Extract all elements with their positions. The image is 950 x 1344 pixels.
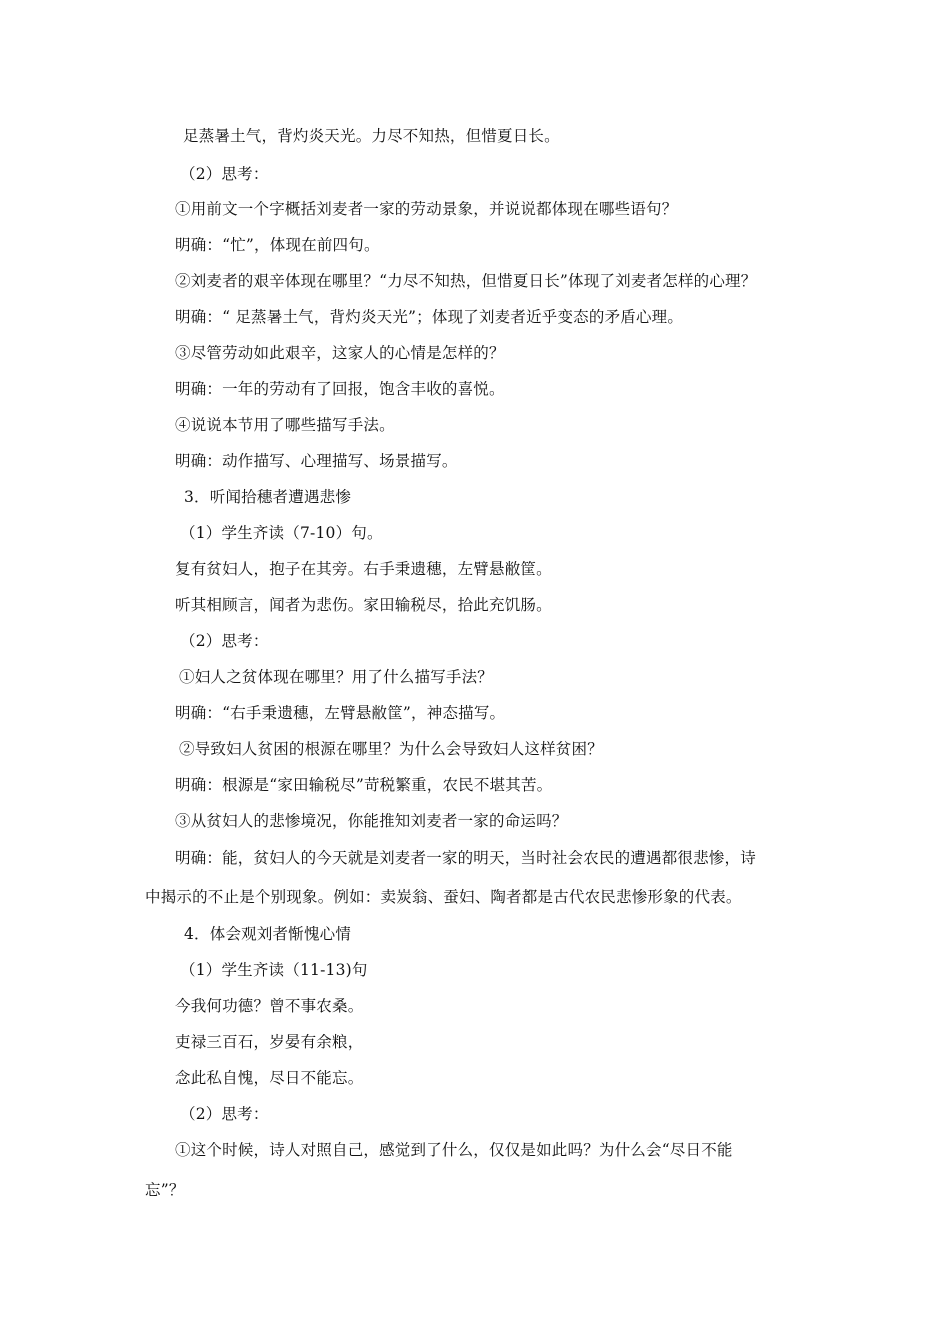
text-line: 足蒸暑土气，背灼炎天光。力尽不知热，但惜夏日长。 [183, 127, 560, 145]
text-line: 明确：“忙”，体现在前四句。 [175, 236, 380, 254]
text-line: （1）学生齐读（11-13)句 [180, 961, 368, 979]
text-line: ③尽管劳动如此艰辛，这家人的心情是怎样的？ [175, 344, 505, 362]
text-line: （1）学生齐读（7-10）句。 [180, 524, 383, 542]
text-line: ③从贫妇人的悲惨境况，你能推知刘麦者一家的命运吗？ [175, 812, 568, 830]
text-line: 明确：一年的劳动有了回报，饱含丰收的喜悦。 [175, 380, 505, 398]
poem-line: 今我何功德？曾不事农桑。 [175, 997, 364, 1015]
text-line: ①用前文一个字概括刘麦者一家的劳动景象，并说说都体现在哪些语句？ [175, 200, 678, 218]
poem-line: 复有贫妇人，抱子在其旁。右手秉遗穗，左臂悬敝筐。 [175, 560, 552, 578]
text-line: 中揭示的不止是个别现象。例如：卖炭翁、蚕妇、陶者都是古代农民悲惨形象的代表。 [145, 888, 742, 906]
text-line: ②刘麦者的艰辛体现在哪里？“力尽不知热，但惜夏日长”体现了刘麦者怎样的心理？ [175, 272, 757, 290]
text-line: （2）思考： [180, 1105, 269, 1123]
text-line: 忘”？ [145, 1181, 185, 1199]
text-line: 明确：根源是“家田输税尽”苛税繁重，农民不堪其苦。 [175, 776, 553, 794]
text-line: （2）思考： [180, 165, 269, 183]
text-line: ②导致妇人贫困的根源在哪里？为什么会导致妇人这样贫困？ [179, 740, 603, 758]
text-line: ①这个时候，诗人对照自己，感觉到了什么，仅仅是如此吗？为什么会“尽日不能 [175, 1141, 733, 1159]
text-line: 明确：“ 足蒸暑土气，背灼炎天光”；体现了刘麦者近乎变态的矛盾心理。 [175, 308, 684, 326]
text-line: 明确：能，贫妇人的今天就是刘麦者一家的明天，当时社会农民的遭遇都很悲惨，诗 [175, 849, 756, 867]
text-line: 明确：“右手秉遗穗，左臂悬敝筐”，神态描写。 [175, 704, 506, 722]
text-line: 明确：动作描写、心理描写、场景描写。 [175, 452, 458, 470]
section-heading: 4．体会观刘者惭愧心情 [184, 925, 352, 943]
poem-line: 念此私自愧，尽日不能忘。 [175, 1069, 364, 1087]
text-line: （2）思考： [180, 632, 269, 650]
poem-line: 听其相顾言，闻者为悲伤。家田输税尽，拾此充饥肠。 [175, 596, 552, 614]
text-line: ①妇人之贫体现在哪里？用了什么描写手法？ [179, 668, 494, 686]
text-line: ④说说本节用了哪些描写手法。 [175, 416, 395, 434]
poem-line: 吏禄三百石，岁晏有余粮， [175, 1033, 364, 1051]
section-heading: 3．听闻拾穗者遭遇悲惨 [184, 488, 352, 506]
